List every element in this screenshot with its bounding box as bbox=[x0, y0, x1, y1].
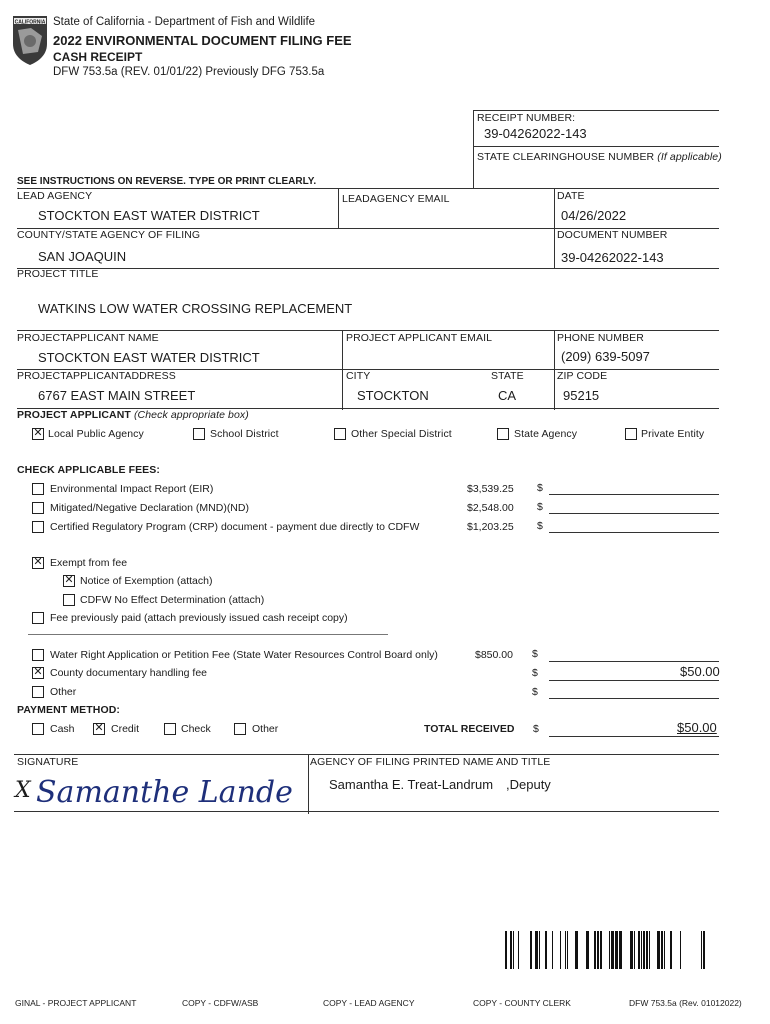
county-handling-value[interactable]: $50.00 bbox=[680, 664, 720, 679]
mnd-amount: $2,548.00 bbox=[467, 502, 514, 514]
mnd-dollar: $ bbox=[537, 501, 543, 513]
city-label: CITY bbox=[346, 370, 371, 382]
receipt-number-label: RECEIPT NUMBER: bbox=[477, 112, 576, 124]
county-label: COUNTY/STATE AGENCY OF FILING bbox=[17, 229, 201, 241]
eir-checkbox[interactable] bbox=[32, 483, 44, 495]
cash-checkbox[interactable] bbox=[32, 723, 44, 735]
notice-of-exemption-checkbox[interactable] bbox=[63, 575, 75, 587]
total-dollar: $ bbox=[533, 723, 539, 735]
state-value[interactable]: CA bbox=[498, 388, 517, 403]
check-mark: ✕ bbox=[33, 555, 43, 568]
cash-label: Cash bbox=[50, 723, 75, 735]
water-right-dollar: $ bbox=[532, 648, 538, 660]
signature-x-mark: X bbox=[15, 778, 31, 803]
local-public-agency-label: Local Public Agency bbox=[48, 428, 144, 440]
document-number-value[interactable]: 39-04262022-143 bbox=[561, 250, 664, 265]
payment-heading: PAYMENT METHOD: bbox=[17, 704, 121, 716]
lead-agency-value[interactable]: STOCKTON EAST WATER DISTRICT bbox=[38, 208, 260, 223]
date-value[interactable]: 04/26/2022 bbox=[561, 208, 627, 223]
document-number-label: DOCUMENT NUMBER bbox=[557, 229, 668, 241]
mnd-entry-line[interactable] bbox=[549, 513, 719, 514]
form-title: 2022 ENVIRONMENTAL DOCUMENT FILING FEE bbox=[53, 33, 352, 48]
receipt-number-value: 39-04262022-143 bbox=[484, 126, 587, 141]
filing-agent-name[interactable]: Samantha E. Treat-Landrum bbox=[329, 777, 494, 792]
check-checkbox[interactable] bbox=[164, 723, 176, 735]
applicant-name-label: PROJECTAPPLICANT NAME bbox=[17, 332, 159, 344]
total-received-value[interactable]: $50.00 bbox=[677, 720, 717, 735]
other-fee-entry-line[interactable] bbox=[549, 698, 719, 699]
filing-agent-title[interactable]: ,Deputy bbox=[506, 777, 551, 792]
notice-of-exemption-label: Notice of Exemption (attach) bbox=[80, 575, 213, 587]
eir-label: Environmental Impact Report (EIR) bbox=[50, 483, 214, 495]
water-right-entry-line[interactable] bbox=[549, 661, 719, 662]
school-district-checkbox[interactable] bbox=[193, 428, 205, 440]
check-mark: ✕ bbox=[33, 665, 43, 678]
applicant-address-label: PROJECTAPPLICANTADDRESS bbox=[17, 370, 176, 382]
eir-dollar: $ bbox=[537, 482, 543, 494]
other-special-district-label: Other Special District bbox=[351, 428, 452, 440]
mnd-label: Mitigated/Negative Declaration (MND)(ND) bbox=[50, 502, 249, 514]
state-agency-checkbox[interactable] bbox=[497, 428, 509, 440]
agency-name-title-label: AGENCY OF FILING PRINTED NAME AND TITLE bbox=[310, 756, 551, 768]
fees-heading: CHECK APPLICABLE FEES: bbox=[17, 464, 160, 476]
check-mark: ✕ bbox=[94, 721, 104, 734]
local-public-agency-checkbox[interactable] bbox=[32, 428, 44, 440]
applicant-address-value[interactable]: 6767 EAST MAIN STREET bbox=[38, 388, 196, 403]
check-mark: ✕ bbox=[64, 573, 74, 586]
lead-agency-label: LEAD AGENCY bbox=[17, 190, 93, 202]
handwritten-signature bbox=[32, 764, 292, 814]
exempt-checkbox[interactable] bbox=[32, 557, 44, 569]
zip-label: ZIP CODE bbox=[557, 370, 608, 382]
crp-checkbox[interactable] bbox=[32, 521, 44, 533]
credit-checkbox[interactable] bbox=[93, 723, 105, 735]
other-payment-checkbox[interactable] bbox=[234, 723, 246, 735]
check-mark: ✕ bbox=[33, 426, 43, 439]
project-title-value[interactable]: WATKINS LOW WATER CROSSING REPLACEMENT bbox=[38, 301, 353, 316]
signature-label: SIGNATURE bbox=[17, 756, 79, 768]
lead-agency-email-label: LEADAGENCY EMAIL bbox=[342, 193, 450, 205]
eir-amount: $3,539.25 bbox=[467, 483, 514, 495]
credit-label: Credit bbox=[111, 723, 140, 735]
water-right-amount: $850.00 bbox=[475, 649, 513, 661]
city-value[interactable]: STOCKTON bbox=[357, 388, 429, 403]
school-district-label: School District bbox=[210, 428, 279, 440]
phone-value[interactable]: (209) 639-5097 bbox=[561, 349, 650, 364]
other-fee-dollar: $ bbox=[532, 686, 538, 698]
water-right-label: Water Right Application or Petition Fee (State Water Resources Control Board only) bbox=[50, 649, 438, 661]
clearinghouse-label: STATE CLEARINGHOUSE NUMBER (If applicable) bbox=[477, 151, 722, 163]
svg-text:Samanthe Lander: Samanthe Lander bbox=[36, 775, 292, 810]
form-subtitle: CASH RECEIPT bbox=[53, 50, 143, 64]
mnd-checkbox[interactable] bbox=[32, 502, 44, 514]
previously-paid-checkbox[interactable] bbox=[32, 612, 44, 624]
applicant-type-heading: PROJECT APPLICANT (Check appropriate box) bbox=[17, 409, 249, 421]
cdfw-no-effect-checkbox[interactable] bbox=[63, 594, 75, 606]
footer-copy-lead-agency: COPY - LEAD AGENCY bbox=[323, 998, 415, 1008]
county-handling-checkbox[interactable] bbox=[32, 667, 44, 679]
crp-dollar: $ bbox=[537, 520, 543, 532]
instructions: SEE INSTRUCTIONS ON REVERSE. TYPE OR PRINT CLEARLY. bbox=[17, 176, 317, 187]
other-fee-label: Other bbox=[50, 686, 77, 698]
agency-line: State of California - Department of Fish and Wildlife bbox=[53, 16, 316, 28]
exempt-label: Exempt from fee bbox=[50, 557, 128, 569]
phone-label: PHONE NUMBER bbox=[557, 332, 644, 344]
previously-paid-label: Fee previously paid (attach previously issued cash receipt copy) bbox=[50, 612, 348, 624]
private-entity-checkbox[interactable] bbox=[625, 428, 637, 440]
check-label: Check bbox=[181, 723, 211, 735]
footer-copy-original: GINAL - PROJECT APPLICANT bbox=[15, 998, 137, 1008]
svg-text:CALIFORNIA: CALIFORNIA bbox=[14, 19, 46, 26]
footer-form-number: DFW 753.5a (Rev. 01012022) bbox=[629, 998, 742, 1008]
water-right-checkbox[interactable] bbox=[32, 649, 44, 661]
state-agency-label: State Agency bbox=[514, 428, 578, 440]
zip-value[interactable]: 95215 bbox=[563, 388, 600, 403]
private-entity-label: Private Entity bbox=[641, 428, 705, 440]
crp-amount: $1,203.25 bbox=[467, 521, 514, 533]
other-payment-label: Other bbox=[252, 723, 279, 735]
project-title-label: PROJECT TITLE bbox=[17, 268, 99, 280]
county-value[interactable]: SAN JOAQUIN bbox=[38, 249, 127, 264]
date-label: DATE bbox=[557, 190, 585, 202]
total-received-label: TOTAL RECEIVED bbox=[424, 723, 515, 735]
state-label: STATE bbox=[491, 370, 524, 382]
applicant-email-label: PROJECT APPLICANT EMAIL bbox=[346, 332, 493, 344]
state-seal bbox=[11, 14, 49, 66]
barcode bbox=[505, 931, 707, 969]
other-special-district-checkbox[interactable] bbox=[334, 428, 346, 440]
cdfw-no-effect-label: CDFW No Effect Determination (attach) bbox=[80, 594, 265, 606]
form-number: DFW 753.5a (REV. 01/01/22) Previously DFG 753.5a bbox=[53, 66, 325, 78]
other-fee-checkbox[interactable] bbox=[32, 686, 44, 698]
eir-entry-line[interactable] bbox=[549, 494, 719, 495]
crp-entry-line[interactable] bbox=[549, 532, 719, 533]
applicant-name-value[interactable]: STOCKTON EAST WATER DISTRICT bbox=[38, 350, 260, 365]
county-handling-dollar: $ bbox=[532, 667, 538, 679]
footer-copy-county-clerk: COPY - COUNTY CLERK bbox=[473, 998, 571, 1008]
footer-copy-cdfw: COPY - CDFW/ASB bbox=[182, 998, 259, 1008]
county-handling-label: County documentary handling fee bbox=[50, 667, 208, 679]
crp-label: Certified Regulatory Program (CRP) document - payment due directly to CDFW bbox=[50, 521, 420, 533]
